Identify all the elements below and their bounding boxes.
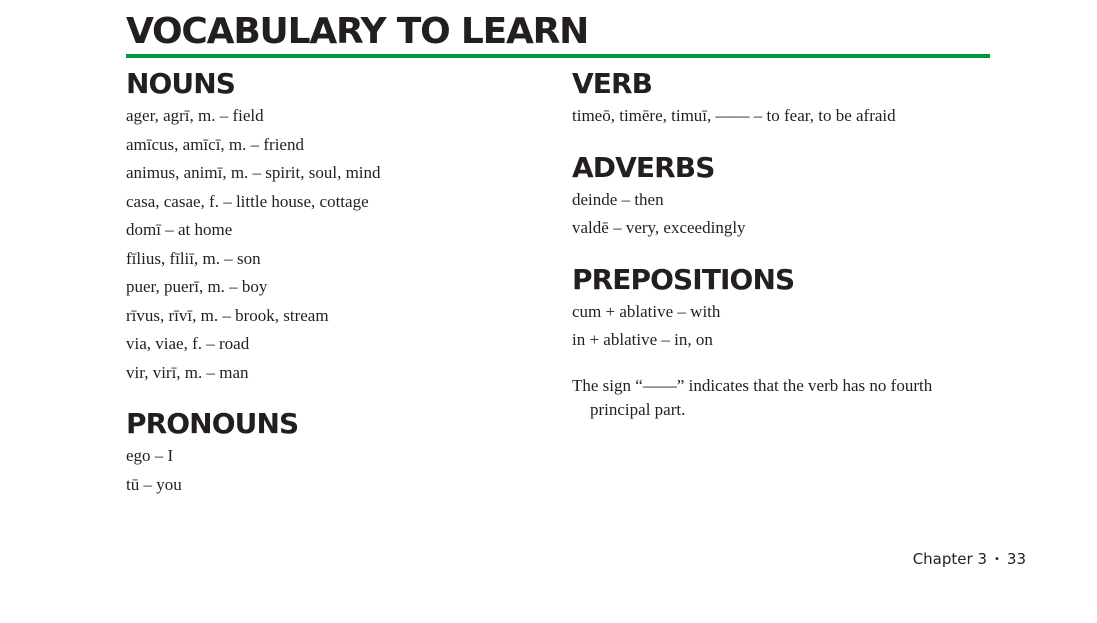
section-heading: PREPOSITIONS — [572, 262, 795, 296]
vocab-list — [572, 102, 992, 131]
section-pronouns — [126, 406, 546, 499]
page-title: VOCABULARY TO LEARN — [126, 11, 589, 52]
right-column — [572, 66, 992, 422]
vocab-entry: fīlius, fīliī, m. – son — [126, 248, 261, 268]
vocab-entry: via, viae, f. – road — [126, 334, 250, 353]
vocab-entry: ego – I — [126, 446, 174, 465]
vocab-entry: vir, virī, m. – man — [126, 362, 249, 382]
vocab-entry: ager, agrī, m. – field — [126, 106, 264, 125]
vocab-entry: valdē – very, exceedingly — [572, 218, 746, 237]
section-heading: NOUNS — [126, 67, 236, 100]
section-nouns — [126, 66, 546, 387]
vocab-entry: cum + ablative – with — [572, 301, 721, 321]
section-prepositions — [572, 262, 992, 355]
vocab-entry: deinde – then — [572, 189, 664, 209]
vocab-entry: puer, puerī, m. – boy — [126, 277, 268, 296]
vocab-entry: amīcus, amīcī, m. – friend — [126, 134, 304, 154]
vocab-list — [572, 186, 992, 243]
vocab-list — [126, 442, 546, 499]
vocab-list — [572, 298, 992, 355]
section-verb — [572, 66, 992, 131]
vocab-entry: timeō, timēre, timuī, —— – to fear, to be afraid — [572, 106, 896, 125]
left-column — [126, 66, 546, 518]
vocab-entry: rīvus, rīvī, m. – brook, stream — [126, 305, 329, 325]
section-adverbs — [572, 150, 992, 243]
section-heading: PRONOUNS — [126, 407, 299, 440]
vocab-entry: tū – you — [126, 474, 182, 494]
page-footer — [900, 548, 1026, 571]
chapter-label: Chapter 3 — [912, 550, 987, 568]
vocab-entry: animus, animī, m. – spirit, soul, mind — [126, 163, 381, 182]
section-heading: VERB — [572, 67, 653, 100]
title-rule — [126, 54, 990, 58]
vocab-entry: domī – at home — [126, 220, 233, 239]
right-sections — [572, 66, 992, 355]
footer-separator: • — [994, 554, 1000, 565]
section-heading: ADVERBS — [572, 150, 715, 184]
vocab-entry: in + ablative – in, on — [572, 330, 713, 349]
page-number: 33 — [1006, 550, 1026, 568]
vocab-entry: casa, casae, f. – little house, cottage — [126, 191, 369, 211]
vocab-list — [126, 102, 546, 387]
fourth-part-note: The sign “——” indicates that the verb has no fourth principal part. — [572, 375, 933, 419]
